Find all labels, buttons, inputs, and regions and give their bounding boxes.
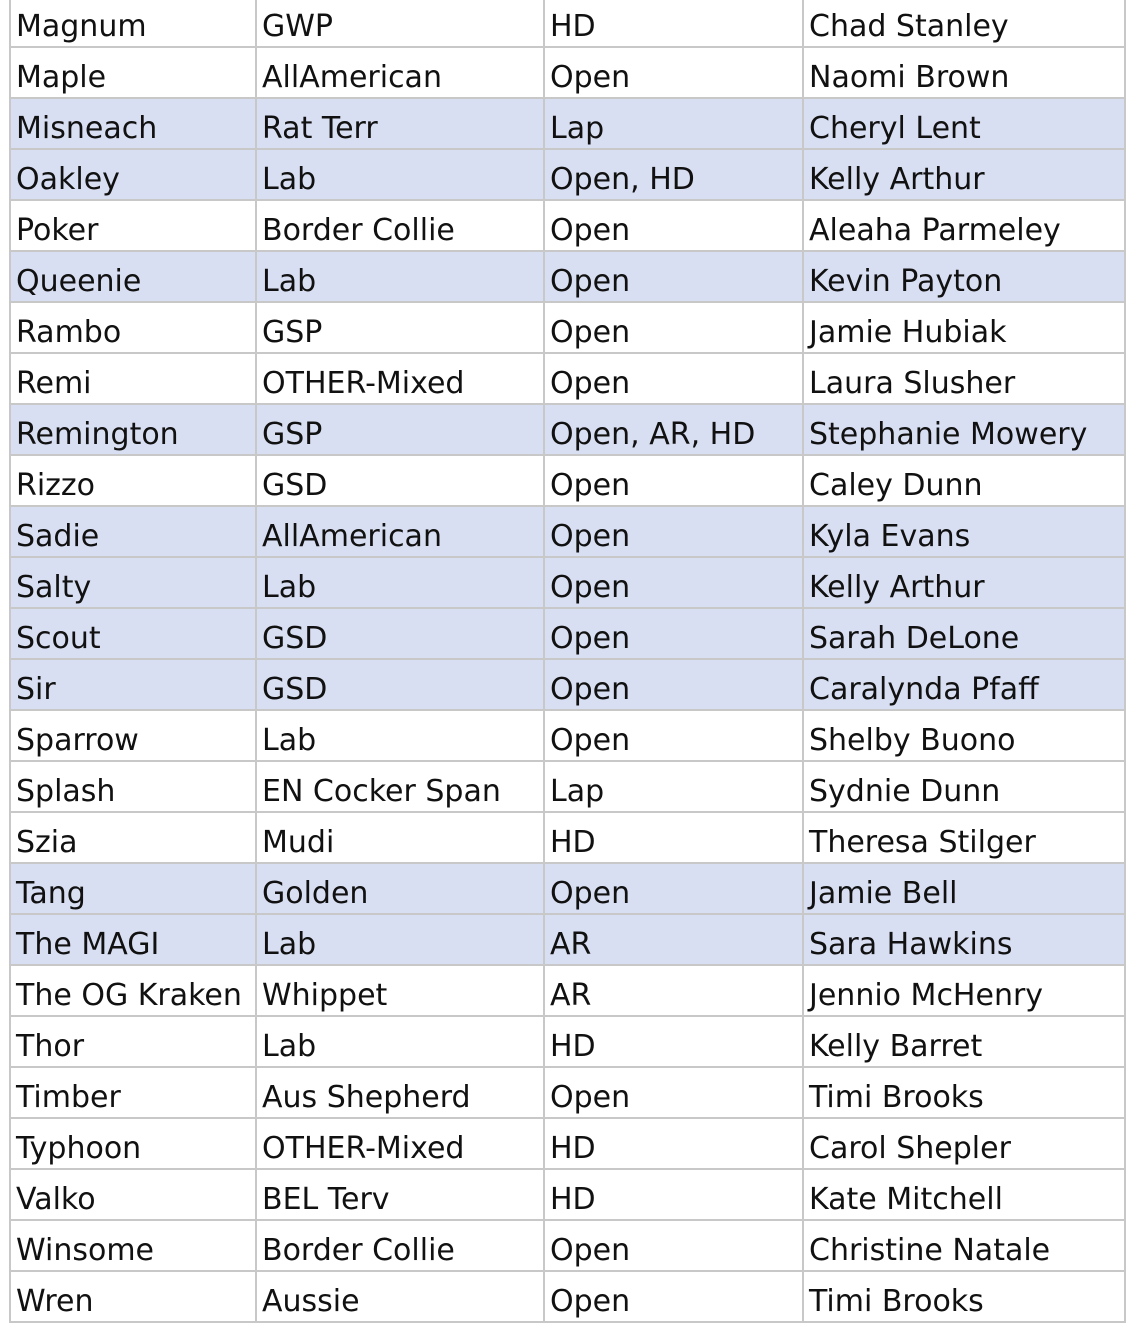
class-cell-text: HD [550, 1182, 596, 1217]
class-cell-text: Lap [550, 774, 605, 809]
breed-cell[interactable] [256, 1169, 544, 1220]
dog-name-cell[interactable] [10, 1067, 256, 1118]
breed-cell[interactable] [256, 1271, 544, 1322]
dog-name-cell-text: Wren [16, 1284, 94, 1319]
breed-cell[interactable] [256, 1067, 544, 1118]
owner-cell-text: Kate Mitchell [809, 1182, 1003, 1217]
dog-name-cell-text: Remi [16, 366, 92, 401]
class-cell-text: Open [550, 60, 631, 95]
breed-cell[interactable] [256, 149, 544, 200]
owner-cell-text: Christine Natale [809, 1233, 1051, 1268]
class-cell[interactable] [544, 557, 803, 608]
dog-name-cell-text: The MAGI [16, 927, 160, 962]
class-cell[interactable] [544, 1067, 803, 1118]
dog-name-cell-text: Thor [16, 1029, 85, 1064]
table-row [10, 353, 1125, 404]
breed-cell[interactable] [256, 98, 544, 149]
dog-name-cell-text: Sadie [16, 519, 100, 554]
owner-cell-text: Cheryl Lent [809, 111, 981, 146]
class-cell-text: Open [550, 264, 631, 299]
owner-cell[interactable] [803, 302, 1125, 353]
table-row [10, 1016, 1125, 1067]
dog-name-cell[interactable] [10, 0, 256, 47]
class-cell-text: Open, HD [550, 162, 695, 197]
table-row [10, 1067, 1125, 1118]
owner-cell-text: Jamie Hubiak [809, 315, 1007, 350]
owner-cell[interactable] [803, 1118, 1125, 1169]
class-cell-text: Open, AR, HD [550, 417, 756, 452]
owner-cell-text: Sara Hawkins [809, 927, 1013, 962]
dog-name-cell-text: Tang [16, 876, 86, 911]
class-cell-text: Open [550, 621, 631, 656]
owner-cell-text: Naomi Brown [809, 60, 1010, 95]
breed-cell[interactable] [256, 302, 544, 353]
dog-name-cell-text: Typhoon [16, 1131, 142, 1166]
owner-cell[interactable] [803, 506, 1125, 557]
dog-name-cell[interactable] [10, 404, 256, 455]
dog-name-cell[interactable] [10, 455, 256, 506]
breed-cell-text: GSP [262, 417, 323, 452]
owner-cell[interactable] [803, 251, 1125, 302]
owner-cell-text: Caralynda Pfaff [809, 672, 1039, 707]
owner-cell[interactable] [803, 200, 1125, 251]
owner-cell[interactable] [803, 812, 1125, 863]
class-cell[interactable] [544, 98, 803, 149]
class-cell[interactable] [544, 812, 803, 863]
dog-name-cell-text: Timber [16, 1080, 121, 1115]
dog-name-cell[interactable] [10, 761, 256, 812]
breed-cell-text: Lab [262, 162, 317, 197]
table-row [10, 965, 1125, 1016]
class-cell-text: Open [550, 672, 631, 707]
owner-cell[interactable] [803, 863, 1125, 914]
owner-cell[interactable] [803, 1220, 1125, 1271]
breed-cell[interactable] [256, 200, 544, 251]
owner-cell-text: Timi Brooks [809, 1284, 984, 1319]
owner-cell-text: Jennio McHenry [809, 978, 1044, 1013]
breed-cell-text: Lab [262, 1029, 317, 1064]
breed-cell-text: AllAmerican [262, 60, 442, 95]
table-row [10, 914, 1125, 965]
dog-name-cell[interactable] [10, 251, 256, 302]
owner-cell[interactable] [803, 914, 1125, 965]
class-cell-text: Open [550, 1233, 631, 1268]
table-row [10, 557, 1125, 608]
owner-cell[interactable] [803, 1169, 1125, 1220]
dog-name-cell-text: Magnum [16, 9, 147, 44]
table-row [10, 200, 1125, 251]
table-row [10, 1220, 1125, 1271]
class-cell-text: AR [550, 927, 592, 962]
class-cell[interactable] [544, 353, 803, 404]
dog-name-cell[interactable] [10, 353, 256, 404]
breed-cell[interactable] [256, 812, 544, 863]
breed-cell-text: GSD [262, 621, 328, 656]
breed-cell-text: GSD [262, 672, 328, 707]
breed-cell-text: Aussie [262, 1284, 360, 1319]
owner-cell[interactable] [803, 659, 1125, 710]
dog-name-cell-text: Remington [16, 417, 179, 452]
dog-name-cell[interactable] [10, 149, 256, 200]
dog-name-cell-text: Splash [16, 774, 116, 809]
breed-cell-text: Lab [262, 723, 317, 758]
class-cell-text: Open [550, 876, 631, 911]
dog-name-cell[interactable] [10, 506, 256, 557]
breed-cell-text: Lab [262, 264, 317, 299]
dog-name-cell[interactable] [10, 98, 256, 149]
breed-cell[interactable] [256, 1118, 544, 1169]
dog-name-cell[interactable] [10, 1118, 256, 1169]
breed-cell-text: Border Collie [262, 1233, 455, 1268]
class-cell-text: Open [550, 570, 631, 605]
table-row [10, 506, 1125, 557]
dog-name-cell[interactable] [10, 659, 256, 710]
owner-cell[interactable] [803, 0, 1125, 47]
owner-cell-text: Kelly Barret [809, 1029, 983, 1064]
dog-name-cell[interactable] [10, 1169, 256, 1220]
owner-cell[interactable] [803, 710, 1125, 761]
dog-name-cell[interactable] [10, 200, 256, 251]
dog-name-cell-text: Oakley [16, 162, 120, 197]
owner-cell-text: Theresa Stilger [809, 825, 1036, 860]
owner-cell[interactable] [803, 1067, 1125, 1118]
dog-name-cell[interactable] [10, 914, 256, 965]
owner-cell-text: Stephanie Mowery [809, 417, 1088, 452]
breed-cell-text: Whippet [262, 978, 388, 1013]
breed-cell[interactable] [256, 251, 544, 302]
dog-name-cell[interactable] [10, 965, 256, 1016]
dog-name-cell[interactable] [10, 47, 256, 98]
owner-cell[interactable] [803, 353, 1125, 404]
table-row [10, 149, 1125, 200]
entries-table [9, 0, 1126, 1323]
class-cell-text: Open [550, 723, 631, 758]
spreadsheet [9, 0, 1124, 1323]
owner-cell[interactable] [803, 1016, 1125, 1067]
breed-cell[interactable] [256, 965, 544, 1016]
owner-cell[interactable] [803, 608, 1125, 659]
class-cell[interactable] [544, 0, 803, 47]
class-cell[interactable] [544, 1016, 803, 1067]
breed-cell-text: Rat Terr [262, 111, 378, 146]
owner-cell-text: Jamie Bell [809, 876, 958, 911]
owner-cell[interactable] [803, 761, 1125, 812]
owner-cell-text: Kelly Arthur [809, 162, 985, 197]
dog-name-cell-text: Sparrow [16, 723, 139, 758]
dog-name-cell[interactable] [10, 863, 256, 914]
class-cell[interactable] [544, 1169, 803, 1220]
table-row [10, 1169, 1125, 1220]
dog-name-cell[interactable] [10, 557, 256, 608]
dog-name-cell-text: Poker [16, 213, 99, 248]
breed-cell-text: GWP [262, 9, 334, 44]
class-cell[interactable] [544, 1271, 803, 1322]
class-cell[interactable] [544, 965, 803, 1016]
class-cell[interactable] [544, 149, 803, 200]
dog-name-cell-text: Sir [16, 672, 56, 707]
breed-cell[interactable] [256, 47, 544, 98]
table-row [10, 455, 1125, 506]
owner-cell-text: Kyla Evans [809, 519, 971, 554]
class-cell-text: Open [550, 366, 631, 401]
owner-cell[interactable] [803, 404, 1125, 455]
class-cell-text: Open [550, 213, 631, 248]
dog-name-cell-text: Misneach [16, 111, 158, 146]
class-cell[interactable] [544, 1118, 803, 1169]
breed-cell[interactable] [256, 0, 544, 47]
owner-cell-text: Kevin Payton [809, 264, 1003, 299]
table-row [10, 302, 1125, 353]
breed-cell[interactable] [256, 404, 544, 455]
class-cell[interactable] [544, 455, 803, 506]
class-cell-text: HD [550, 1029, 596, 1064]
owner-cell[interactable] [803, 98, 1125, 149]
dog-name-cell[interactable] [10, 1220, 256, 1271]
dog-name-cell-text: Scout [16, 621, 101, 656]
table-row [10, 608, 1125, 659]
owner-cell[interactable] [803, 1271, 1125, 1322]
breed-cell-text: Aus Shepherd [262, 1080, 471, 1115]
table-row [10, 1271, 1125, 1322]
dog-name-cell-text: Maple [16, 60, 107, 95]
class-cell[interactable] [544, 47, 803, 98]
table-row [10, 812, 1125, 863]
owner-cell[interactable] [803, 47, 1125, 98]
owner-cell-text: Sydnie Dunn [809, 774, 1001, 809]
breed-cell[interactable] [256, 863, 544, 914]
dog-name-cell-text: Salty [16, 570, 92, 605]
breed-cell[interactable] [256, 557, 544, 608]
breed-cell-text: Lab [262, 570, 317, 605]
class-cell[interactable] [544, 761, 803, 812]
owner-cell-text: Carol Shepler [809, 1131, 1011, 1166]
dog-name-cell-text: Szia [16, 825, 78, 860]
owner-cell[interactable] [803, 455, 1125, 506]
class-cell[interactable] [544, 1220, 803, 1271]
owner-cell-text: Sarah DeLone [809, 621, 1020, 656]
breed-cell[interactable] [256, 506, 544, 557]
table-row [10, 1118, 1125, 1169]
dog-name-cell-text: Winsome [16, 1233, 155, 1268]
owner-cell[interactable] [803, 149, 1125, 200]
breed-cell[interactable] [256, 455, 544, 506]
table-row [10, 251, 1125, 302]
owner-cell-text: Aleaha Parmeley [809, 213, 1061, 248]
class-cell-text: HD [550, 1131, 596, 1166]
breed-cell-text: Border Collie [262, 213, 455, 248]
dog-name-cell-text: Valko [16, 1182, 96, 1217]
owner-cell[interactable] [803, 557, 1125, 608]
breed-cell[interactable] [256, 914, 544, 965]
breed-cell-text: BEL Terv [262, 1182, 390, 1217]
breed-cell-text: GSP [262, 315, 323, 350]
table-row [10, 0, 1125, 47]
breed-cell[interactable] [256, 710, 544, 761]
dog-name-cell[interactable] [10, 608, 256, 659]
owner-cell-text: Chad Stanley [809, 9, 1009, 44]
table-row [10, 761, 1125, 812]
class-cell-text: HD [550, 9, 596, 44]
class-cell[interactable] [544, 659, 803, 710]
breed-cell-text: Lab [262, 927, 317, 962]
dog-name-cell[interactable] [10, 812, 256, 863]
class-cell[interactable] [544, 506, 803, 557]
class-cell[interactable] [544, 710, 803, 761]
breed-cell-text: EN Cocker Span [262, 774, 501, 809]
table-row [10, 47, 1125, 98]
breed-cell[interactable] [256, 761, 544, 812]
class-cell[interactable] [544, 914, 803, 965]
breed-cell[interactable] [256, 1220, 544, 1271]
class-cell-text: AR [550, 978, 592, 1013]
breed-cell-text: OTHER-Mixed [262, 366, 465, 401]
dog-name-cell-text: The OG Kraken [16, 978, 242, 1013]
breed-cell[interactable] [256, 1016, 544, 1067]
class-cell[interactable] [544, 302, 803, 353]
table-row [10, 863, 1125, 914]
class-cell[interactable] [544, 251, 803, 302]
owner-cell-text: Timi Brooks [809, 1080, 984, 1115]
table-row [10, 404, 1125, 455]
breed-cell-text: Golden [262, 876, 369, 911]
table-body [10, 0, 1125, 1322]
dog-name-cell-text: Rizzo [16, 468, 96, 503]
class-cell-text: Open [550, 1080, 631, 1115]
owner-cell-text: Kelly Arthur [809, 570, 985, 605]
table-row [10, 659, 1125, 710]
breed-cell[interactable] [256, 353, 544, 404]
class-cell-text: Open [550, 468, 631, 503]
dog-name-cell[interactable] [10, 302, 256, 353]
owner-cell-text: Caley Dunn [809, 468, 983, 503]
dog-name-cell[interactable] [10, 1271, 256, 1322]
breed-cell-text: Mudi [262, 825, 335, 860]
class-cell-text: Open [550, 519, 631, 554]
class-cell[interactable] [544, 200, 803, 251]
breed-cell-text: AllAmerican [262, 519, 442, 554]
table-row [10, 710, 1125, 761]
dog-name-cell-text: Queenie [16, 264, 142, 299]
owner-cell-text: Shelby Buono [809, 723, 1016, 758]
breed-cell-text: GSD [262, 468, 328, 503]
breed-cell[interactable] [256, 659, 544, 710]
class-cell-text: Open [550, 315, 631, 350]
dog-name-cell[interactable] [10, 710, 256, 761]
owner-cell-text: Laura Slusher [809, 366, 1016, 401]
dog-name-cell-text: Rambo [16, 315, 122, 350]
class-cell[interactable] [544, 608, 803, 659]
breed-cell-text: OTHER-Mixed [262, 1131, 465, 1166]
class-cell[interactable] [544, 404, 803, 455]
class-cell-text: Lap [550, 111, 605, 146]
class-cell-text: HD [550, 825, 596, 860]
breed-cell[interactable] [256, 608, 544, 659]
dog-name-cell[interactable] [10, 1016, 256, 1067]
owner-cell[interactable] [803, 965, 1125, 1016]
class-cell-text: Open [550, 1284, 631, 1319]
class-cell[interactable] [544, 863, 803, 914]
table-row [10, 98, 1125, 149]
